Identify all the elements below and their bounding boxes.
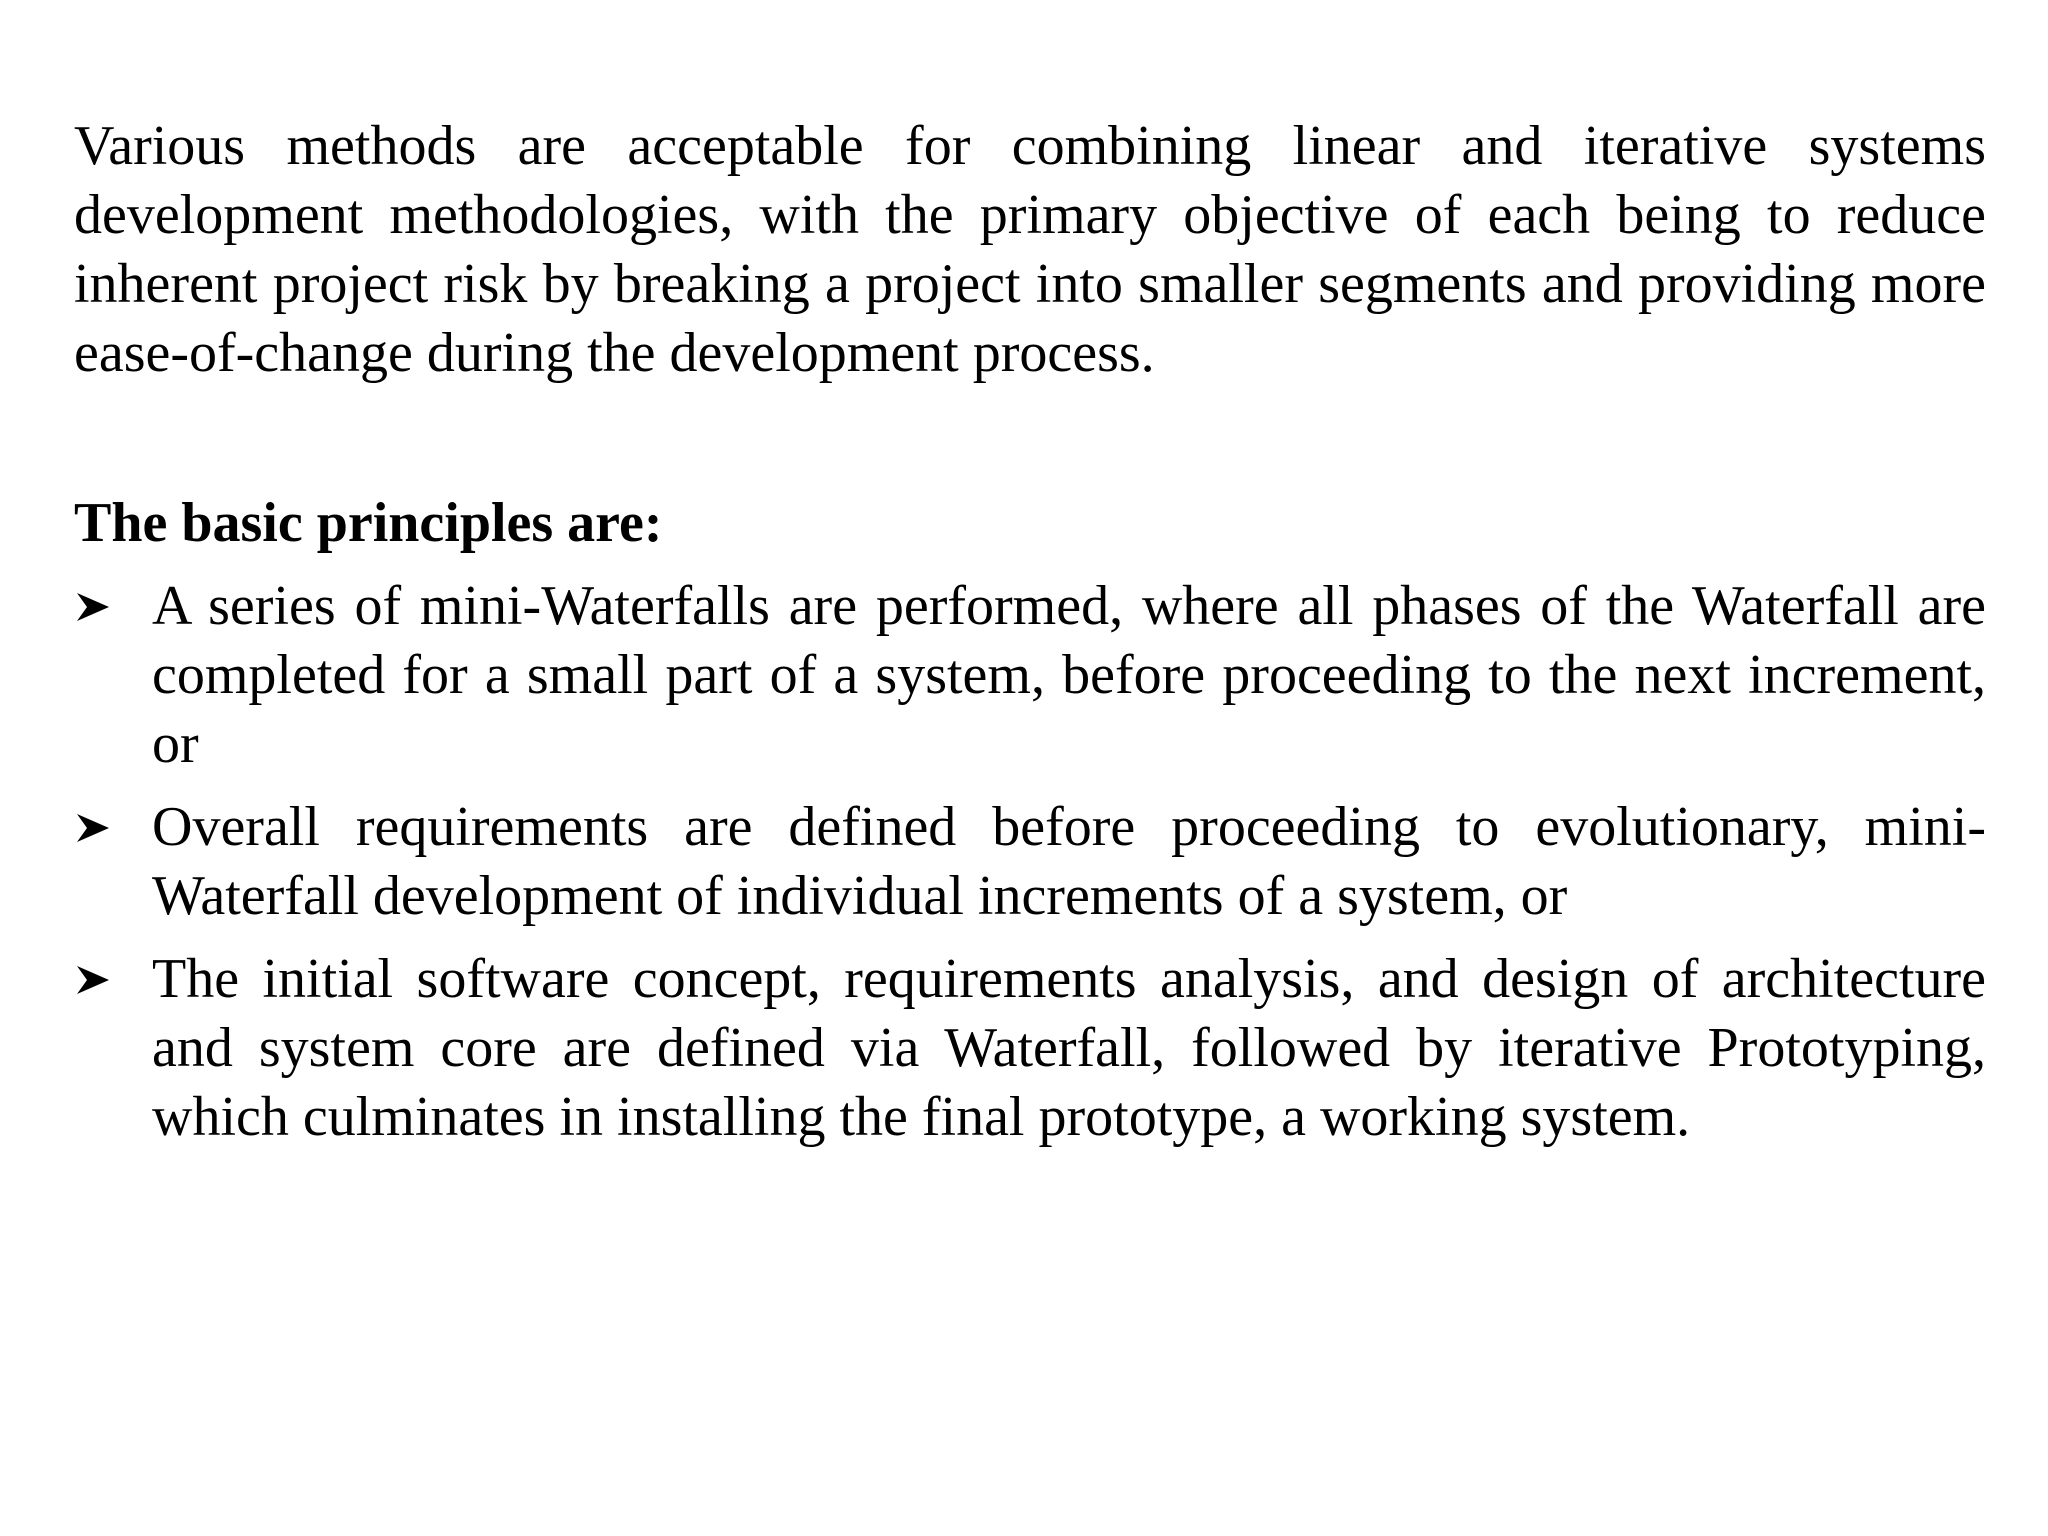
- arrowhead-bullet-icon: [76, 945, 116, 1014]
- list-item: [74, 945, 1986, 1152]
- arrowhead-bullet-icon: [76, 572, 116, 641]
- principles-list: [74, 572, 1986, 1166]
- list-item-text: A series of mini-Waterfalls are performed, where all phases of the Waterfall are completed for a small part of a system, before proceeding to the next increment, or: [152, 575, 1986, 775]
- list-item-text: Overall requirements are defined before proceeding to evolutionary, mini-Waterfall development of individual increments of a system, or: [152, 796, 1986, 927]
- intro-paragraph: Various methods are acceptable for combining linear and iterative systems development methodologies, with the primary objective of each being to reduce inherent project risk by breaking a project into smaller segments and providing more ease-of-change during the development process.: [74, 115, 1986, 384]
- arrowhead-bullet-icon: [76, 793, 116, 862]
- principles-heading: The basic principles are:: [74, 492, 663, 554]
- list-item-text: The initial software concept, requirements analysis, and design of architecture and system core are defined via Waterfall, followed by iterative Prototyping, which culminates in installing the final prototype, a working system.: [152, 948, 1986, 1148]
- list-item: [74, 793, 1986, 931]
- list-item: [74, 572, 1986, 779]
